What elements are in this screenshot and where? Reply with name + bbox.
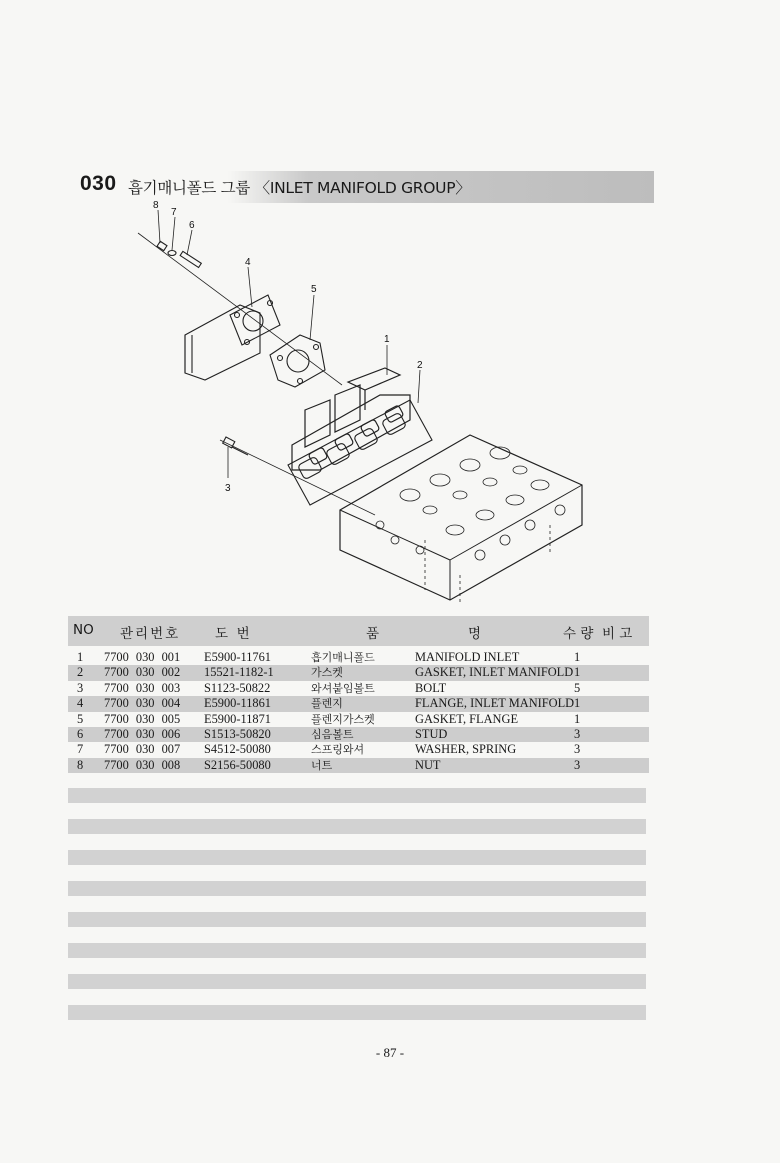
cell-name-en: GASKET, INLET MANIFOLD [415, 665, 574, 680]
table-row [68, 650, 649, 665]
cell-no: 3 [77, 680, 84, 695]
cell-qty: 5 [574, 680, 581, 695]
cell-code: 7700 030 006 [104, 727, 181, 741]
cell-qty: 3 [574, 757, 581, 772]
cell-code: 7700 030 002 [104, 665, 181, 680]
cell-qty: 3 [574, 742, 581, 757]
cell-name-kr: 플렌지가스켓 [311, 712, 375, 726]
header-name-left: 품 [366, 626, 380, 642]
cell-drawing: S2156-50080 [204, 757, 271, 772]
cell-drawing: S4512-50080 [204, 742, 271, 757]
empty-row-band [68, 850, 646, 865]
cell-code: 7700 030 005 [104, 711, 181, 726]
empty-row-band [68, 788, 646, 803]
cell-drawing: S1513-50820 [204, 727, 271, 741]
table-row [68, 758, 649, 773]
cell-no: 8 [77, 757, 84, 772]
cylinder-head-drawing [340, 435, 582, 605]
empty-row-band [68, 943, 646, 958]
header-qty-note: 수 량 비 고 [563, 626, 633, 642]
table-row [68, 712, 649, 727]
cell-drawing: E5900-11871 [204, 711, 271, 726]
cell-drawing: E5900-11861 [204, 696, 271, 711]
cell-qty: 1 [574, 711, 581, 726]
inlet-manifold-drawing [292, 368, 410, 470]
empty-row-band [68, 974, 646, 989]
cell-name-en: WASHER, SPRING [415, 742, 517, 757]
flange-drawing [185, 295, 280, 380]
exploded-parts-diagram [120, 195, 600, 610]
cell-name-en: FLANGE, INLET MANIFOLD [415, 696, 575, 711]
callout-6: 6 [189, 220, 195, 231]
callout-2: 2 [417, 360, 423, 371]
table-row [68, 742, 649, 757]
header-drawing: 도 번 [215, 626, 250, 642]
cell-qty: 3 [574, 727, 581, 741]
cell-drawing: 15521-1182-1 [204, 665, 274, 680]
cell-drawing: S1123-50822 [204, 680, 271, 695]
cell-name-en: BOLT [415, 680, 447, 695]
flange-gasket-drawing [270, 335, 325, 387]
cell-no: 2 [77, 665, 84, 680]
table-row [68, 727, 649, 742]
cell-name-kr: 플렌지 [311, 697, 343, 711]
cell-name-kr: 와셔붙임볼트 [311, 681, 375, 695]
cell-code: 7700 030 003 [104, 680, 181, 695]
cell-qty: 1 [574, 650, 581, 664]
cell-name-en: MANIFOLD INLET [415, 650, 520, 664]
cell-code: 7700 030 001 [104, 650, 181, 664]
cell-name-en: GASKET, FLANGE [415, 711, 519, 726]
callout-3: 3 [225, 483, 231, 494]
cell-name-kr: 심음볼트 [311, 728, 354, 741]
empty-row-band [68, 912, 646, 927]
parts-table-header [68, 616, 649, 646]
header-no: NO [73, 622, 94, 638]
table-row [68, 665, 649, 680]
cell-qty: 1 [574, 665, 581, 680]
cell-qty: 1 [574, 696, 581, 711]
cell-no: 5 [77, 711, 84, 726]
table-row [68, 696, 649, 711]
header-code: 관리번호 [120, 626, 181, 642]
cell-name-kr: 스프링와셔 [311, 743, 365, 757]
cell-name-en: NUT [415, 757, 441, 772]
cell-no: 1 [77, 650, 84, 664]
section-number: 030 [80, 172, 117, 195]
cell-drawing: E5900-11761 [204, 650, 271, 664]
cell-code: 7700 030 007 [104, 742, 181, 757]
cell-code: 7700 030 008 [104, 757, 181, 772]
cell-no: 7 [77, 742, 84, 757]
cell-name-kr: 흡기매니폴드 [311, 651, 375, 664]
cell-no: 4 [77, 696, 84, 711]
stud-washer-nut-drawing [138, 233, 342, 385]
empty-row-band [68, 819, 646, 834]
section-title: 흡기매니폴드 그룹 〈INLET MANIFOLD GROUP〉 [128, 179, 471, 197]
page-number: - 87 - [375, 1045, 405, 1060]
cell-name-kr: 가스켓 [311, 666, 343, 680]
cell-code: 7700 030 004 [104, 696, 181, 711]
callout-8: 8 [153, 200, 159, 211]
table-row [68, 681, 649, 696]
cell-name-kr: 너트 [311, 758, 333, 772]
callout-1: 1 [384, 334, 390, 345]
callout-4: 4 [245, 257, 251, 268]
callout-5: 5 [311, 284, 317, 295]
header-name-right: 명 [468, 626, 482, 642]
cell-name-en: STUD [415, 727, 448, 741]
cell-no: 6 [77, 727, 84, 741]
empty-row-band [68, 1005, 646, 1020]
callout-7: 7 [171, 207, 177, 218]
empty-row-band [68, 881, 646, 896]
